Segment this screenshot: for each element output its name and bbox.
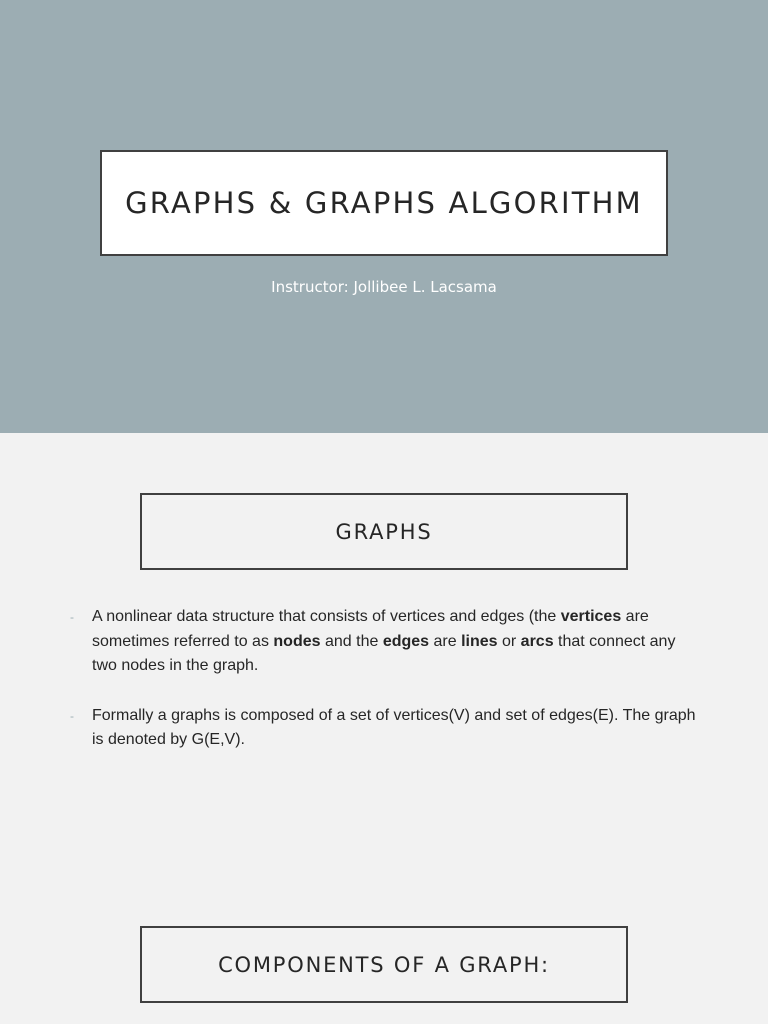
components-heading: COMPONENTS OF A GRAPH: [218,952,550,977]
bullet-text: that connect any two nodes in the graph. [92,632,676,674]
slide-subtitle: Instructor: Jollibee L. Lacsama [271,278,497,296]
bullet-text: A nonlinear data structure that consists of vertices and edges (the [92,608,561,625]
bold-term: edges [382,632,430,650]
bullet-list [70,605,700,778]
bullet-text: and the [320,632,383,650]
dash-bullet-icon: - [70,610,74,624]
title-box [100,150,668,256]
slide-title: GRAPHS & GRAPHS ALGORITHM [125,186,643,220]
bold-term: vertices [560,608,622,625]
bullet-text: are [429,632,462,650]
bold-term: arcs [520,632,554,650]
bullet-text: Formally a graphs is composed of a set of vertices(V) and set of edges(E). The graph is denoted by G(E,V). [92,706,696,748]
bullet-text: or [497,632,521,650]
components-heading-box [140,926,628,1003]
graphs-heading-box [140,493,628,570]
title-slide [0,0,768,433]
bold-term: nodes [273,632,321,650]
dash-bullet-icon: - [70,708,74,723]
bold-term: lines [461,632,498,650]
graphs-heading: GRAPHS [335,519,433,544]
bullet-item [70,704,700,753]
content-slide [0,433,768,1024]
bullet-text: are sometimes referred to as [92,608,649,650]
bullet-item [70,605,700,679]
